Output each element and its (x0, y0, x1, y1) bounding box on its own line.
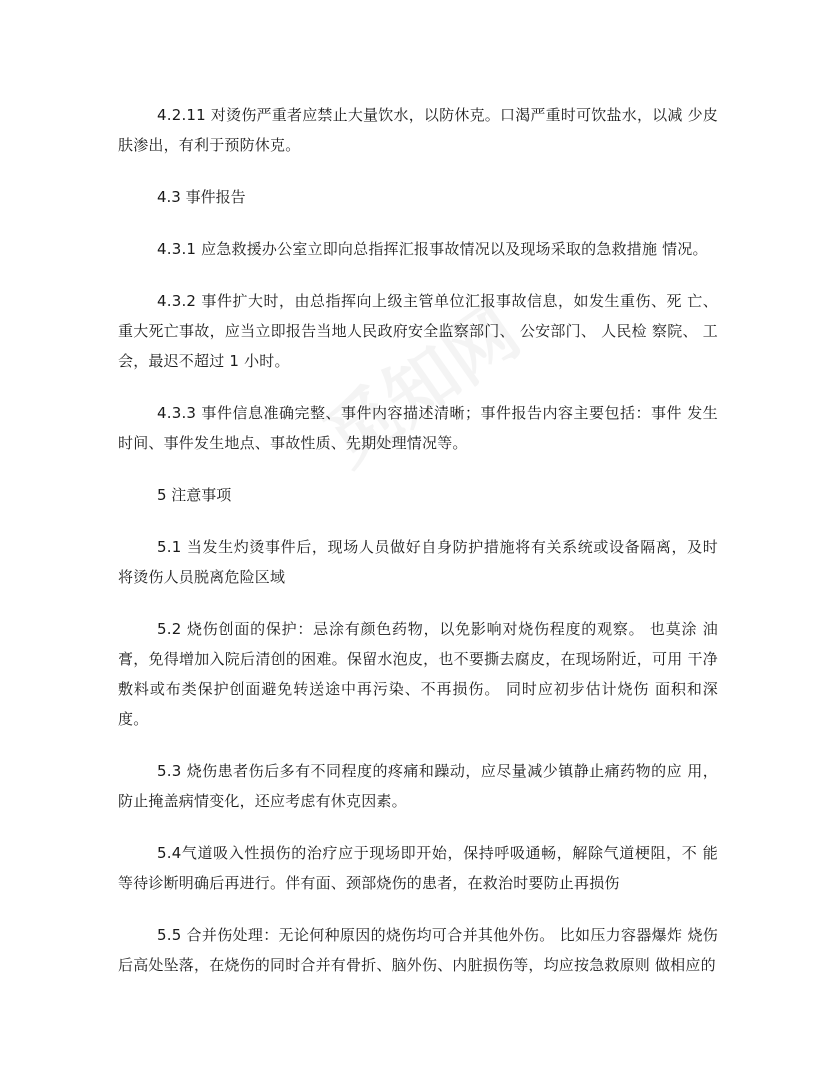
document-body (118, 100, 718, 1002)
paragraph-5-5: 5.5 合并伤处理：无论何种原因的烧伤均可合并其他外伤。 比如压力容器爆炸 烧伤后高处坠落，在烧伤的同时合并有骨折、脑外伤、内脏损伤等，均应按急救原则 做相应的 (118, 926, 718, 974)
section-heading-4-3: 4.3 事件报告 (157, 188, 246, 206)
paragraph-5-2: 5.2 烧伤创面的保护：忌涂有颜色药物，以免影响对烧伤程度的观察。 也莫涂 油膏，免得增加入院后清创的困难。保留水泡皮，也不要撕去腐皮，在现场附近，可用 干净敷料或布类保护创面避免转送途中再污染、不再损伤。 同时应初步估计烧伤 面积和深度。 (118, 620, 718, 728)
paragraph-5-1: 5.1 当发生灼烫事件后，现场人员做好自身防护措施将有关系统或设备隔离，及时将烫伤人员脱离危险区域 (118, 538, 718, 586)
paragraph-4-3-3: 4.3.3 事件信息准确完整、事件内容描述清晰；事件报告内容主要包括：事件 发生时间、事件发生地点、事故性质、先期处理情况等。 (118, 404, 718, 452)
paragraph-4-3-2: 4.3.2 事件扩大时，由总指挥向上级主管单位汇报事故信息，如发生重伤、死 亡、重大死亡事故，应当立即报告当地人民政府安全监察部门、 公安部门、 人民检 察院、 工会，最迟不超过 1 小时。 (118, 292, 718, 370)
paragraph-4-3-1: 4.3.1 应急救援办公室立即向总指挥汇报事故情况以及现场采取的急救措施 情况。 (157, 240, 708, 258)
paragraph-5-3: 5.3 烧伤患者伤后多有不同程度的疼痛和躁动，应尽量减少镇静止痛药物的应 用，防止掩盖病情变化，还应考虑有休克因素。 (118, 762, 718, 810)
paragraph-5-4: 5.4气道吸入性损伤的治疗应于现场即开始，保持呼吸通畅，解除气道梗阻，不 能等待诊断明确后再进行。伴有面、颈部烧伤的患者，在救治时要防止再损伤 (118, 844, 718, 892)
paragraph-4-2-11: 4.2.11 对烫伤严重者应禁止大量饮水，以防休克。口渴严重时可饮盐水，以减 少皮肤渗出，有利于预防休克。 (118, 106, 718, 154)
section-heading-5: 5 注意事项 (157, 486, 232, 504)
